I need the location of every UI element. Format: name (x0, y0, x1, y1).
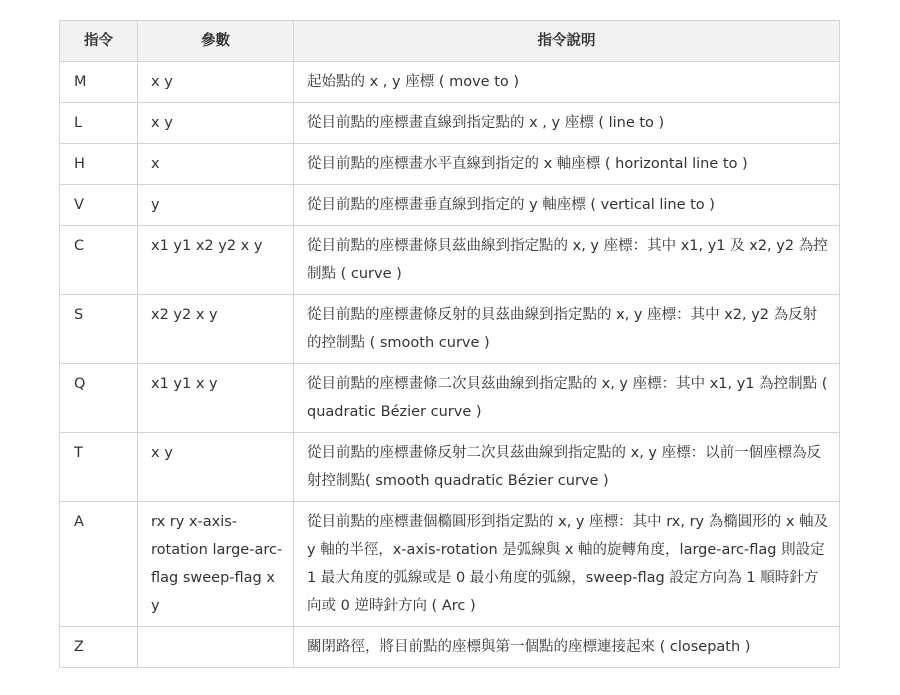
description-cell: 起始點的 x , y 座標 ( move to ) (294, 62, 840, 103)
description-cell: 從目前點的座標畫垂直線到指定的 y 軸座標 ( vertical line to ) (294, 185, 840, 226)
parameters-cell: x1 y1 x2 y2 x y (138, 226, 294, 295)
command-cell: S (60, 295, 138, 364)
parameters-cell: x y (138, 103, 294, 144)
parameters-cell: y (138, 185, 294, 226)
table-row (60, 144, 840, 185)
description-cell: 從目前點的座標畫個橢圓形到指定點的 x, y 座標：其中 rx, ry 為橢圓形的 x 軸及 y 軸的半徑，x-axis-rotation 是弧線與 x 軸的旋轉角度，large-arc-flag 則設定 1 最大角度的弧線或是 0 最小角度的弧線，sweep-flag 設定方向為 1 順時針方向或 0 逆時針方向 ( Arc ) (294, 502, 840, 627)
description-cell: 從目前點的座標畫條貝茲曲線到指定點的 x, y 座標：其中 x1, y1 及 x2, y2 為控制點 ( curve ) (294, 226, 840, 295)
description-cell: 從目前點的座標畫直線到指定點的 x , y 座標 ( line to ) (294, 103, 840, 144)
header-parameters: 參數 (138, 21, 294, 62)
command-cell: T (60, 433, 138, 502)
parameters-cell: rx ry x-axis-rotation large-arc-flag sweep-flag x y (138, 502, 294, 627)
description-cell: 從目前點的座標畫條反射二次貝茲曲線到指定點的 x, y 座標：以前一個座標為反射控制點( smooth quadratic Bézier curve ) (294, 433, 840, 502)
table-row (60, 627, 840, 668)
command-cell: Q (60, 364, 138, 433)
parameters-cell: x y (138, 62, 294, 103)
parameters-cell (138, 627, 294, 668)
description-cell: 從目前點的座標畫條反射的貝茲曲線到指定點的 x, y 座標：其中 x2, y2 為反射的控制點 ( smooth curve ) (294, 295, 840, 364)
command-cell: V (60, 185, 138, 226)
table-row (60, 295, 840, 364)
description-cell: 關閉路徑，將目前點的座標與第一個點的座標連接起來 ( closepath ) (294, 627, 840, 668)
parameters-cell: x (138, 144, 294, 185)
table-row (60, 226, 840, 295)
svg-path-commands-table-container (59, 20, 839, 668)
header-command: 指令 (60, 21, 138, 62)
table-row (60, 502, 840, 627)
table-row (60, 103, 840, 144)
command-cell: M (60, 62, 138, 103)
parameters-cell: x1 y1 x y (138, 364, 294, 433)
command-cell: L (60, 103, 138, 144)
description-cell: 從目前點的座標畫水平直線到指定的 x 軸座標 ( horizontal line to ) (294, 144, 840, 185)
svg-path-commands-table (59, 20, 840, 668)
parameters-cell: x2 y2 x y (138, 295, 294, 364)
table-row (60, 185, 840, 226)
table-header-row (60, 21, 840, 62)
command-cell: C (60, 226, 138, 295)
command-cell: Z (60, 627, 138, 668)
description-cell: 從目前點的座標畫條二次貝茲曲線到指定點的 x, y 座標：其中 x1, y1 為控制點 ( quadratic Bézier curve ) (294, 364, 840, 433)
table-row (60, 62, 840, 103)
parameters-cell: x y (138, 433, 294, 502)
table-row (60, 364, 840, 433)
command-cell: H (60, 144, 138, 185)
header-description: 指令說明 (294, 21, 840, 62)
command-cell: A (60, 502, 138, 627)
table-row (60, 433, 840, 502)
